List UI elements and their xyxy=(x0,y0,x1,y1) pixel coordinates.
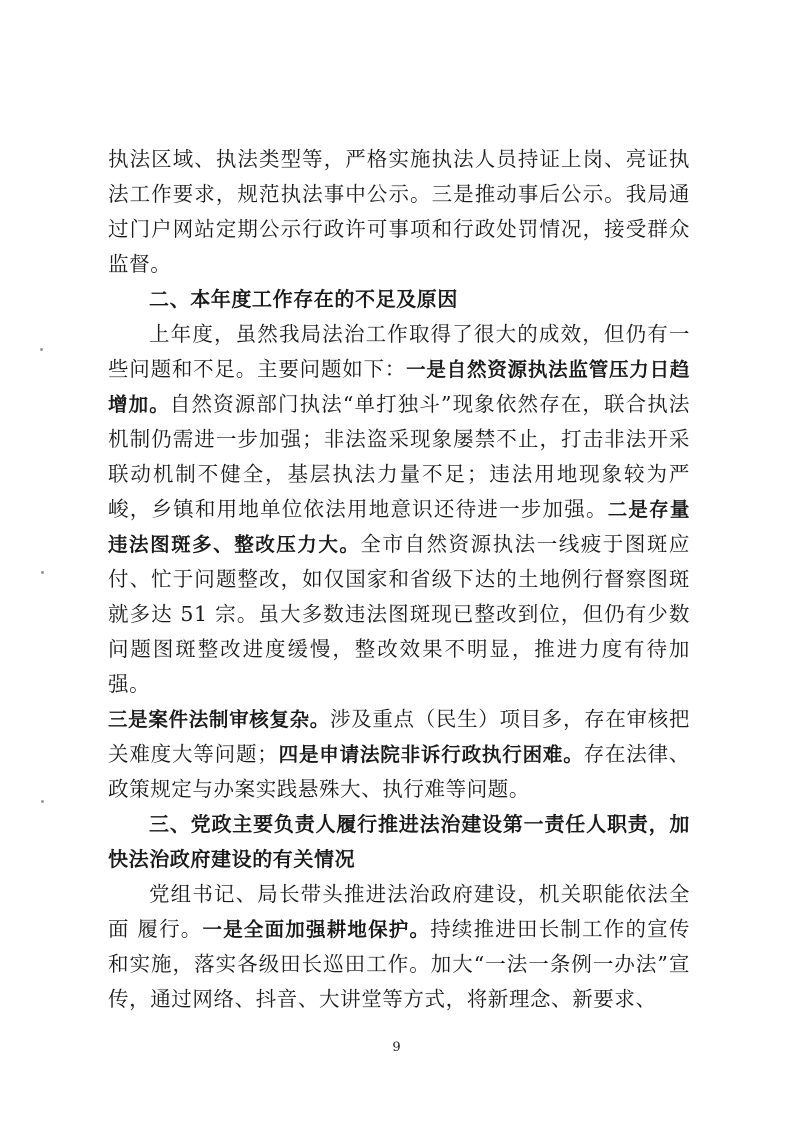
text-run: 存在法律、政策规定与办案实践悬殊大、执行难等问题。 xyxy=(108,742,690,801)
bold-point-2: 二是存量违法图斑多、整改压力大。 xyxy=(108,498,690,556)
document-body xyxy=(108,142,690,1017)
text-run: 自然资源部门执法“单打独斗”现象依然存在，联合执法机制仍需进一步加强；非法盗采现象屡禁不止，打击非法开采联动机制不健全，基层执法力量不足；违法用地现象较为严峻，乡镇和用地单位依法用地意识还待进一步加强。 xyxy=(108,392,690,521)
scan-speck xyxy=(40,348,43,351)
section-heading-2: 二、本年度工作存在的不足及原因 xyxy=(149,287,458,311)
paragraph-continued: 执法区域、执法类型等，严格实施执法人员持证上岗、亮证执法工作要求，规范执法事中公示。三是推动事后公示。我局通过门户网站定期公示行政许可事项和行政处罚情况，接受群众监督。 xyxy=(108,147,690,276)
text-run: 持续推进田长制工作的宣传和实施，落实各级田长巡田工作。加大“一法一条例一办法”宣传，通过网络、抖音、大讲堂等方式，将新理念、新要求、 xyxy=(108,917,690,1011)
bold-point-1: 一是全面加强耕地保护。 xyxy=(202,918,431,941)
paragraph-leadership xyxy=(108,877,690,1017)
page-number: 9 xyxy=(392,1040,401,1055)
bold-point-3: 三是案件法制审核复杂。 xyxy=(108,708,330,731)
scan-speck xyxy=(41,800,44,803)
bold-point-4: 四是申请法院非诉行政执行困难。 xyxy=(278,743,584,766)
bold-point-1: 一是自然资源执法监管压力日趋增加。 xyxy=(108,358,690,416)
text-run: 全市自然资源执法一线疲于图斑应付、忙于问题整改，如仅国家和省级下达的土地例行督察图斑就多达 51 宗。虽大多数违法图斑现已整改到位，但仍有少数问题图斑整改进度缓慢，整改效果不明显，推进力度有待加强。 xyxy=(108,532,691,696)
text-run: 党组书记、局长带头推进法治政府建设，机关职能依法全面 履行。 xyxy=(108,882,690,941)
scan-speck xyxy=(41,571,44,574)
text-run: 上年度，虽然我局法治工作取得了很大的成效，但仍有一些问题和不足。主要问题如下： xyxy=(108,322,690,381)
section-heading-3: 三、党政主要负责人履行推进法治建设第一责任人职责，加快法治政府建设的有关情况 xyxy=(108,812,690,871)
text-run: 涉及重点（民生）项目多，存在审核把关难度大等问题； xyxy=(108,707,690,766)
paragraph-shortcomings xyxy=(108,317,690,807)
